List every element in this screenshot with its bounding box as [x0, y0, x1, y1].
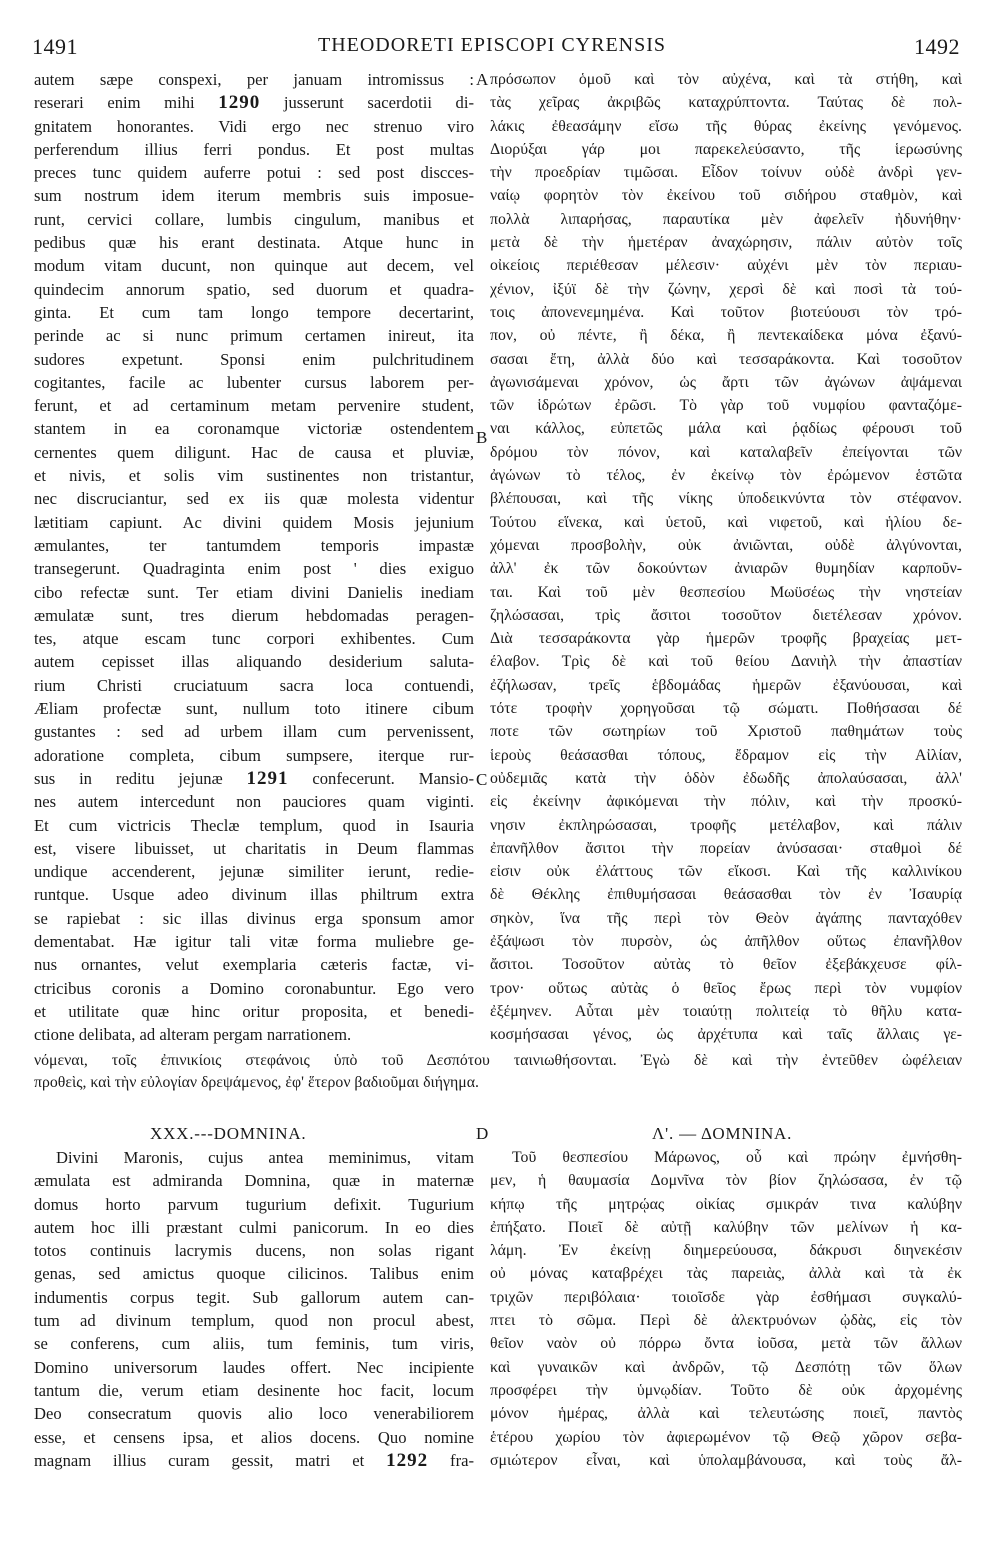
text-line: Τούτου εἵνεκα, καὶ ὑετοῦ, καὶ νιφετοῦ, καὶ ἡλίου δε- [490, 513, 962, 531]
section-marker-b: B [476, 428, 488, 447]
text-line: Διορύξαι γάρ μοι παρεκελεύσαντο, τῆς ἱερωσύνης [490, 140, 962, 158]
text-line: gustantes : sed ad urbem illam cum pervenissent, [34, 722, 474, 742]
text-line: nes autem intercedunt non pauciores quam viginti. [34, 792, 474, 812]
text-line: κοσμήσασαι γένος, ὡς ἀρχέτυπα καὶ ταῖς ἄλλαις γε- [490, 1026, 962, 1044]
text-line: æmulantes, ter tantumdem temporis impastæ [34, 535, 474, 555]
text-line: πολλὰ λιπαρήσας, παραυτίκα μὲν ἀφελεῖν ἠδυνήθην· [490, 210, 962, 228]
text-line: ἐπανῆλθον ἄσιτοι τὴν πορείαν ἀνύσασαι· σταθμοὶ δέ [490, 839, 962, 857]
text-line: μετὰ δὲ τὴν ἡμετέραν ἀναχώρησιν, πάλιν αὐτὸν τοῖς [490, 234, 962, 252]
text-line: æmulatæ sunt, tres dierum hebdomadas peragen- [34, 605, 474, 625]
text-line: ἀλλ' ἐκ τῶν δοκούντων ἀνιαρῶν θυμηδίαν καρποῦν- [490, 560, 962, 578]
greek-column-top [490, 68, 962, 1046]
text-line: χένιον, ἰξύϊ δὲ τὴν ζώνην, χερσὶ δὲ καὶ ποσὶ τὰ τού- [490, 280, 962, 298]
text-line: preces tunc quidem auferre potui : sed post discces- [34, 163, 474, 183]
text-line: perferendum illius ferri pondus. Et post multas [34, 139, 474, 159]
text-line: ναι κάλλος, εὐπετῶς μάλα καὶ ῥᾳδίως φέρουσι τοῦ [490, 420, 962, 438]
text-line: sum nostrum idem iterum membris suis imposue- [34, 186, 474, 206]
text-line: Domino universorum laudes offert. Nec incipiente [34, 1357, 474, 1377]
text-line: ναίῳ φορητὸν τὸν ἐκείνου τοῦ σιδήρου σταθμὸν, καὶ [490, 187, 962, 205]
text-line: ἐζήλωσαν, τρεῖς ἑβδομάδας ἡμερῶν ἐξανύουσαι, καὶ [490, 676, 962, 694]
text-line: esse, et censens ipsa, et alios docens. Quo nomine [34, 1427, 474, 1447]
text-line: ctione delibata, ad alteram pergam narrationem. [34, 1025, 352, 1045]
text-line: autem hoc illi præstant culmi panicorum. In eo dies [34, 1217, 474, 1237]
text-line: πον, οὐ πέντε, ἢ δέκα, ἢ πεντεκαίδεκα μόνα ἐξανύ- [490, 327, 962, 345]
latin-section-title: XXX.---DOMNINA. [150, 1124, 307, 1143]
text-line: dementabat. Hæ igitur tali vitæ forma muliebre ge- [34, 931, 474, 951]
text-line: et nivis, et solis vim sustinentes non tristantur, [34, 466, 474, 486]
text-line: εἰσιν οὐκ ἐλάττους τῶν εἴκοσι. Καὶ τῆς καλλινίκου [490, 863, 962, 881]
text-line: έλαβον. Τρὶς δὲ καὶ τοῦ θείου Δανιὴλ τὴν ἀπαστίαν [490, 653, 962, 671]
text-line: sus in reditu jejunæ 1291 confecerunt. Mansio- [34, 767, 474, 789]
text-line: θεῖον ναὸν οὐ πόρρω ὄντα ἰοῦσα, μετὰ τῶν ἄλλων [490, 1335, 962, 1353]
text-line: πτει τὸ σῶμα. Περὶ δὲ ἀλεκτρυόνων ᾠδὰς, εἰς τὸν [490, 1312, 962, 1330]
text-line: autem sæpe conspexi, per januam intromissus : [34, 70, 474, 89]
text-line: nus ornantes, velut exemplaria cæteris factæ, vi- [34, 955, 474, 975]
text-line: et utilitate quæ hinc oritur proposita, et benedi- [34, 1001, 474, 1021]
latin-column-bottom [34, 1146, 474, 1472]
text-line: genas, sed amictus quoque cilicinos. Talibus enim [34, 1264, 474, 1284]
text-line: λάκις ἐθεασάμην εἴσω τῆς θύρας ἐκείνης γενόμενος. [490, 117, 962, 135]
page-number-right: 1492 [914, 34, 960, 59]
page-header [24, 34, 960, 68]
text-line: ἀγωνισάμεναι χρόνον, ὡς ἄρτι τῶν ἀγώνων ἀψάμεναι [490, 373, 962, 391]
text-line: δρόμου τὸν πόνον, καὶ καταλαβεῖν ἐπείγονται τῶν [490, 443, 962, 461]
text-line: οὐ μόνας καταβρέχει τὰς παρειὰς, ἀλλὰ καὶ τὰ ἐκ [490, 1265, 962, 1283]
text-line: totos continuis lacrymis ducens, non solas rigant [34, 1241, 474, 1261]
text-line: ἐξέμηνεν. Αὗται μὲν τοιαύτῃ πολιτείᾳ τὸ θῆλυ κατα- [490, 1002, 962, 1020]
text-line: cogitantes, facile ac lubenter cursus laborem per- [34, 372, 474, 392]
text-line: πρόσωπον ὁμοῦ καὶ τὸν αὐχένα, καὶ τὰ στήθη, καὶ [490, 71, 962, 88]
text-line: indumentis corpus tegit. Sub gallorum autem can- [34, 1287, 474, 1307]
text-line: κήπῳ τῆς μητρῴας οἰκίας σμικράν τινα καλύβην [490, 1195, 962, 1213]
text-line: Διὰ τεσσαράκοντα γὰρ ἡμερῶν τροφῆς βραχείας μετ- [490, 630, 962, 648]
text-line: σηκὸν, ἵνα τῆς περὶ τὸν Θεὸν ἀγάπης πανταχόθεν [490, 909, 962, 927]
text-line: pedibus quæ his erant destinata. Atque hunc in [34, 233, 474, 253]
text-line: καὶ γυναικῶν καὶ ἀνδρῶν, τῷ Δεσπότῃ τῶν ὅλων [490, 1358, 962, 1376]
section-marker-c: C [476, 770, 488, 789]
text-line: ctricibus coronis a Domino coronabuntur. Ego vero [34, 978, 474, 998]
section-marker-d: D [476, 1124, 489, 1143]
text-line: ἐπήξατο. Ποιεῖ δὲ αὐτῇ καλύβην τῶν μελίνων ἡ κα- [490, 1218, 962, 1236]
text-line: Æliam profectæ sunt, nullum toto itinere cibum [34, 699, 474, 719]
text-line: οὐδεμιᾶς κατὰ τὴν ὁδὸν ἐδωδῆς ἀπολαύσασαι, ἀλλ' [490, 769, 962, 787]
text-line: λάμη. Ἐν ἐκείνῃ διημερεύουσα, δάκρυσι διηνεκέσιν [490, 1242, 962, 1260]
text-line: tantum die, verum etiam desinente hoc facit, locum [34, 1380, 474, 1400]
text-line: νόμεναι, τοῖς ἐπινικίοις στεφάνοις ὑπὸ τοῦ Δεσπότου ταινιωθήσονται. Ἐγὼ δὲ καὶ τὴν ἐντεῦθεν ὠφέλειαν [34, 1052, 962, 1069]
text-line: προθεὶς, καὶ τὴν εὐλογίαν δρεψάμενος, ἐφ' ἕτερον βαδιοῦμαι διήγημα. [34, 1074, 479, 1091]
text-line: ἱεροὺς θεάσασθαι τόπους, ἔδραμον εἰς τὴν Αἰλίαν, [490, 746, 962, 764]
text-line: ferunt, et ad certaminum metam pervenire student, [34, 396, 474, 416]
text-line: magnam illius curam gessit, matri et 1292 fra- [34, 1449, 474, 1471]
text-line: μόνον ἡμέρας, ἀλλὰ καὶ τελευτώσης ποιεῖ, παντὸς [490, 1405, 962, 1423]
text-line: ται. Καὶ τοῦ μὲν θεσπεσίου Μωϋσέως τὴν νηστείαν [490, 583, 962, 601]
text-line: nec discruciantur, sed ex iis quæ molesta videntur [34, 489, 474, 509]
latin-column-top [34, 68, 474, 1046]
text-line: βλέπουσαι, καὶ τῆς νίκης ὑποδεικνύντα τὸν στέφανον. [490, 490, 962, 508]
text-line: τὰς χεῖρας ἀκριβῶς καταχρύπτοντα. Ταύτας δὲ πολ- [490, 94, 962, 112]
text-line: runtque. Usque adeo divinum illas philtrum extra [34, 885, 474, 905]
text-line: tum ad divinum templum, quod non procul abest, [34, 1311, 474, 1331]
greek-column-bottom [490, 1146, 962, 1472]
text-line: rium Christi cruciatuum sacra loca contuendi, [34, 675, 474, 695]
section-marker-a: A [476, 70, 489, 89]
greek-spanning-lines [34, 1050, 962, 1094]
text-line: οἰκείοις περιέθεσαν μέλεσιν· αὐχένι μὲν τὸν περιαυ- [490, 257, 962, 275]
text-line: cibo refectæ sunt. Ter etiam divini Danielis inediam [34, 582, 474, 602]
text-line: transegerunt. Quadraginta enim post ' dies exiguo [34, 559, 474, 579]
text-line: ginta. Et cum tam longo tempore decertarint, [34, 302, 474, 322]
running-title: THEODORETI EPISCOPI CYRENSIS [317, 34, 667, 56]
text-line: gnitatem honorantes. Vidi ergo nec strenuo viro [34, 116, 474, 136]
text-line: adoratione completa, cibum sumpsere, iterque rur- [34, 745, 474, 765]
text-line: ζηλώσασαι, τρὶς ἄσιτοι τοσοῦτον διετέλεσαν χρόνον. [490, 606, 962, 624]
text-line: Τοῦ θεσπεσίου Μάρωνος, οὗ καὶ πρώην ἐμνήσθη- [512, 1149, 962, 1166]
text-line: μεν, ἡ θαυμασία Δομνῖνα τὸν βίον ζηλώσασα, ἐν τῷ [490, 1172, 962, 1190]
text-line: runt, cervici collare, lumbis cingulum, manibus et [34, 209, 474, 229]
greek-section-title: Λ'. — ΔΟΜΝΙΝΑ. [652, 1124, 793, 1143]
text-line: Et cum victricis Theclæ templum, quod in Isauria [34, 815, 474, 835]
text-line: προσφέρει τὴν ὑμνῳδίαν. Τοῦτο δὲ οὐκ ἀρχομένης [490, 1381, 962, 1399]
page-number-left: 1491 [32, 34, 78, 59]
text-line: εἰς ἐκείνην ἀφικόμεναι τὴν πόλιν, καὶ τὴν προσκύ- [490, 793, 962, 811]
text-line: ἐξάψωσι τὸν πυρσὸν, ὡς ἀπῆλθον οὕτως ἐπανῆλθον [490, 932, 962, 950]
text-line: τὴν προεδρίαν τιμῶσαι. Εἶδον τοίνυν οὐδὲ ἀνδρὶ γεν- [490, 164, 962, 182]
text-line: quindecim annorum spatio, sed duorum et quadra- [34, 279, 474, 299]
text-line: æmulata est admiranda Domnina, quæ in maternæ [34, 1171, 474, 1191]
text-line: τρον· οὕτως αὐτὰς ὁ θεῖος ἔρως περὶ τὸν νυμφίον [490, 979, 962, 997]
text-line: autem cepisset illas aliquando desiderium saluta- [34, 652, 474, 672]
text-line: undique accenderent, jejunæ similiter ierunt, redie- [34, 862, 474, 882]
text-line: lætitiam capiunt. Ac divini quidem Mosis jejunium [34, 512, 474, 532]
text-line: se conferens, cum aliis, tum feminis, tum viris, [34, 1334, 474, 1354]
text-line: νησιν ἐκπληρώσασαι, τροφῆς μετέλαβον, καὶ πάλιν [490, 816, 962, 834]
text-line: tes, atque escam tunc corpori exhibentes. Cum [34, 629, 474, 649]
text-line: domus horto parvum tugurium defixit. Tugurium [34, 1194, 474, 1214]
text-line: ἑτέρου χωρίου τὸν ἀφιερωμένον τῷ Θεῷ χῶρον σεβα- [490, 1428, 962, 1446]
text-line: τριχῶν περιβόλαια· τοιοῖσδε γὰρ ἐσθήμασι συγκαλύ- [490, 1288, 962, 1306]
text-line: reserari enim mihi 1290 jusserunt sacerdotii di- [34, 92, 474, 114]
text-line: χόμεναι προσβολὴν, οὐκ ἀνιῶνται, οὐδὲ ἀλγύνονται, [490, 536, 962, 554]
text-line: ποτε τῶν σωτηρίων τοῦ Χριστοῦ παθημάτων τοὺς [490, 723, 962, 741]
text-line: σμιώτερον εἶναι, καὶ ὑπολαμβάνουσα, καὶ τοὺς ἄλ- [490, 1451, 962, 1469]
text-line: ἄσιτοι. Τοσοῦτον αὐτὰς τὸ θεῖον ἐξεβάκχευσε φίλ- [490, 956, 962, 974]
text-line: Deo consecratum quovis alio loco venerabiliorem [34, 1404, 474, 1424]
text-line: est, visere libuisset, ut charitatis in Deum flammas [34, 838, 474, 858]
text-line: τοις ἀπονενεμημένα. Καὶ τοῦτον βιοτεύουσι τὸν τρό- [490, 303, 962, 321]
text-line: stantem in ea coronamque victoriæ ostendentem [34, 419, 474, 439]
text-line: perinde ac si nunc primum certamen inireut, ita [34, 326, 474, 346]
text-line: modum vitam ducunt, non quinque aut decem, vel [34, 256, 474, 276]
text-line: δὲ Θέκλης ἐπιθυμήσασαι θεάσασθαι τὸν ἐν Ἰσαυρίᾳ [490, 886, 962, 904]
text-line: τῶν ἱδρώτων ἐρῶσι. Τὸ γὰρ τοῦ νυμφίου φανταζόμε- [490, 397, 962, 415]
text-line: se rapiebat : sic illas divinus erga sponsum amor [34, 908, 474, 928]
text-line: cernentes quem diligunt. Hac de causa et pluviæ, [34, 442, 474, 462]
text-line: Divini Maronis, cujus antea meminimus, vitam [56, 1148, 474, 1167]
text-line: τότε τροφὴν χορηγοῦσαι τῷ σώματι. Ποθήσασαι δέ [490, 700, 962, 718]
text-line: ἀγώνων τὸ τέλος, ἐν ἐκείνῳ τὸν ἐρώμενον ἑστῶτα [490, 467, 962, 485]
text-line: sudores expetunt. Sponsi enim pulchritudinem [34, 349, 474, 369]
text-line: σασαι ἔτη, ἀλλὰ δύο καὶ τεσσαράκοντα. Καὶ τοσοῦτον [490, 350, 962, 368]
